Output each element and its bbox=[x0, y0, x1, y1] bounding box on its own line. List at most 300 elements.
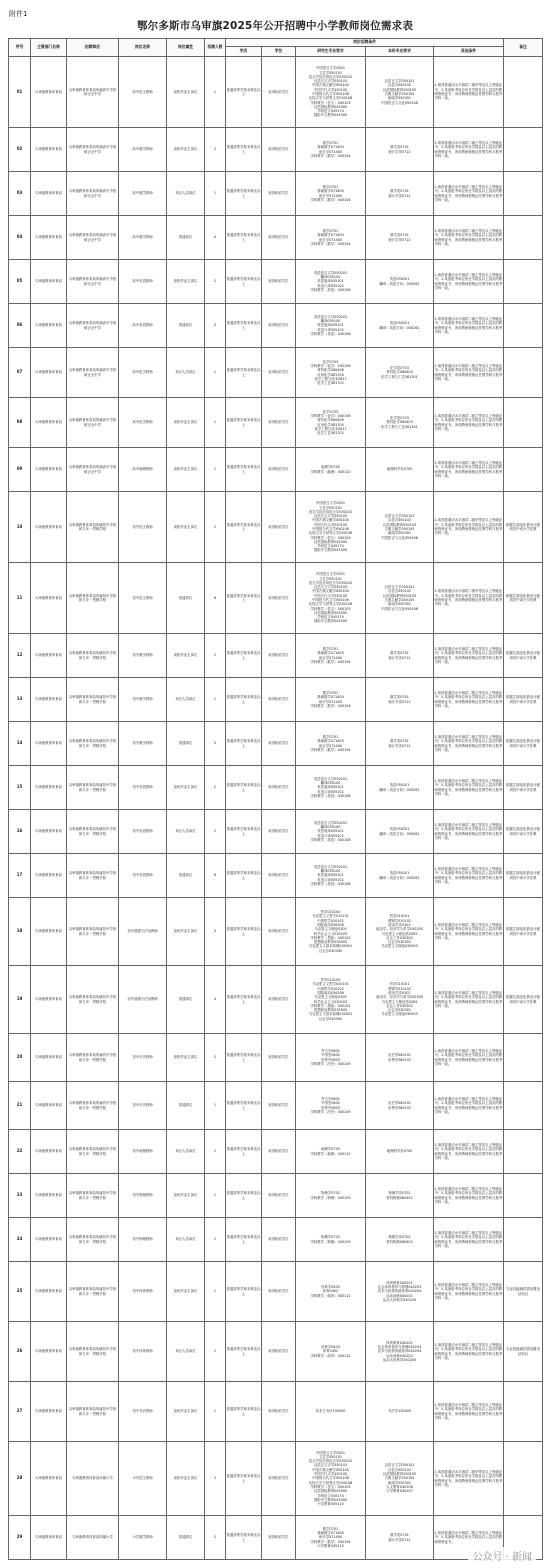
cell-attr: 高校毕业生岗位 bbox=[167, 898, 205, 966]
cell-post: 初中物理教师 bbox=[119, 1174, 167, 1218]
table-row bbox=[9, 1442, 543, 1516]
major-item: 思想政治教育030505 bbox=[313, 940, 348, 945]
cell-count: 1 bbox=[205, 1174, 226, 1218]
major-item: 考古学0601 bbox=[321, 1048, 340, 1053]
cell-education: 普通高等学校本科及以上 bbox=[226, 1034, 262, 1082]
major-item: 统计学类0712 bbox=[388, 1537, 411, 1542]
cell-count: 2 bbox=[205, 260, 226, 304]
header-undergrad-major: 本科专业要求 bbox=[366, 47, 434, 57]
cell-undergrad-major bbox=[366, 1130, 434, 1174]
table-row bbox=[9, 448, 543, 492]
major-item: 语言学及应用语言学050102 bbox=[308, 580, 353, 585]
cell-unit: 乌审旗教育体育局所属初中学校和九年一贯制学校 bbox=[67, 1322, 119, 1382]
table-row bbox=[9, 128, 543, 172]
cell-remark bbox=[504, 398, 543, 448]
cell-dept: 乌审旗教育体育局 bbox=[31, 810, 67, 854]
table-body bbox=[9, 57, 543, 1560]
major-item: 汉语言文学050101 bbox=[384, 79, 415, 84]
cell-grad-major bbox=[296, 722, 366, 766]
major-item: 翻译（英语方向）050261 bbox=[379, 281, 420, 286]
cell-remark bbox=[504, 1442, 543, 1516]
major-item: 统计学类0712 bbox=[388, 149, 411, 154]
cell-count: 2 bbox=[205, 810, 226, 854]
table-row bbox=[9, 1218, 543, 1262]
cell-degree: 取得相应学位 bbox=[262, 1262, 296, 1322]
cell-undergrad-major bbox=[366, 216, 434, 260]
cell-dept: 乌审旗教育体育局 bbox=[31, 1442, 67, 1516]
major-item: 材料物理080402 bbox=[386, 1195, 413, 1200]
cell-other-conditions: 1.取得普通话水平测试二级乙等及以上等级证书；2.具备报考岗位所在学段及以上层次的教师资格证书，所持教师资格证任教学科与报考学科一致。 bbox=[434, 448, 504, 492]
cell-other-conditions: 1.取得普通话水平测试二级乙等及以上等级证书；2.具备报考岗位所在学段及以上层次的教师资格证书。 bbox=[434, 1516, 504, 1560]
major-item: 文艺学050101 bbox=[318, 505, 343, 510]
major-item: 体育教育040201 bbox=[386, 1280, 413, 1285]
cell-no: 21 bbox=[9, 1082, 31, 1130]
cell-unit: 乌审旗教育体育局所属高中学校和完全中学 bbox=[67, 172, 119, 216]
cell-other-conditions: 1.取得普通话水平测试二级乙等及以上等级证书；2.具备报考岗位所在学段及以上层次的教师资格证书，所持教师资格证任教学科与报考学科一致。 bbox=[434, 260, 504, 304]
cell-dept: 乌审旗教育体育局 bbox=[31, 398, 67, 448]
header-post: 岗位名称 bbox=[119, 39, 167, 57]
cell-post: 初中语文教师 bbox=[119, 563, 167, 634]
major-item: 地理学0705 bbox=[321, 465, 340, 470]
cell-attr: 项目人员岗位 bbox=[167, 172, 205, 216]
cell-remark bbox=[504, 172, 543, 216]
major-item: 化学工程与技术0817 bbox=[314, 376, 347, 381]
cell-remark: 根据生源变化情况分配到初中或小学任教 bbox=[504, 898, 543, 966]
cell-remark: 专业技能测试需设置田径项目 bbox=[504, 1322, 543, 1382]
cell-other-conditions: 1.取得普通话水平测试二级乙等及以上等级证书；2.具备报考岗位所在学段及以上层次的教师资格证书，所持教师资格证任教学科与报考学科一致。 bbox=[434, 216, 504, 260]
cell-count: 1 bbox=[205, 678, 226, 722]
cell-unit: 乌审旗教育体育局所属初中学校和九年一贯制学校 bbox=[67, 492, 119, 563]
cell-grad-major bbox=[296, 1516, 366, 1560]
major-item: 统计学类0712 bbox=[388, 237, 411, 242]
major-item: 学科教学（数学）045104 bbox=[310, 153, 351, 158]
major-item: 人文教育040106 bbox=[386, 1484, 413, 1489]
cell-attr: 项目人员岗位 bbox=[167, 1218, 205, 1262]
major-item: 数学类0701 bbox=[390, 739, 409, 744]
table-row bbox=[9, 1130, 543, 1174]
major-item: 翻译055100 bbox=[320, 319, 341, 324]
cell-undergrad-major bbox=[366, 966, 434, 1034]
cell-no: 11 bbox=[9, 563, 31, 634]
major-item: 学科教学（语文）045103 bbox=[310, 100, 351, 105]
major-item: 体育0452 bbox=[322, 1349, 339, 1354]
cell-education: 普通高等学校本科及以上 bbox=[226, 722, 262, 766]
major-item: 中国语言与文化050108 bbox=[381, 606, 418, 611]
cell-remark bbox=[504, 448, 543, 492]
cell-undergrad-major bbox=[366, 854, 434, 898]
major-item: 中国语言与文化050108 bbox=[381, 100, 418, 105]
cell-undergrad-major bbox=[366, 810, 434, 854]
major-item: 马克思主义哲学010101 bbox=[312, 914, 349, 919]
major-item: 汉语言文字学050103 bbox=[313, 585, 348, 590]
major-item: 汉语国际教育045300 bbox=[313, 539, 348, 544]
major-item: 运动人体科学040205 bbox=[382, 1357, 417, 1362]
cell-count: 1 bbox=[205, 1382, 226, 1442]
cell-other-conditions: 1.取得普通话水平测试二级甲等及以上等级证书；2.具备报考岗位所在学段及以上层次的教师资格证书，所持教师资格证任教学科与报考学科一致。 bbox=[434, 57, 504, 128]
cell-grad-major bbox=[296, 678, 366, 722]
cell-undergrad-major bbox=[366, 1262, 434, 1322]
major-item: 英语笔译055101 bbox=[317, 873, 344, 878]
cell-grad-major bbox=[296, 766, 366, 810]
cell-other-conditions: 1.取得普通话水平测试二级甲等及以上等级证书；2.具备报考岗位所在学段及以上层次的教师资格证书，所持教师资格证任教学科与报考学科一致。 bbox=[434, 563, 504, 634]
major-item: 汉语言050102 bbox=[387, 518, 412, 523]
cell-degree: 取得相应学位 bbox=[262, 216, 296, 260]
major-item: 科学社会主义030203 bbox=[313, 999, 348, 1004]
cell-post: 初中书法教师 bbox=[119, 1382, 167, 1442]
cell-undergrad-major bbox=[366, 57, 434, 128]
major-item: 英语050201 bbox=[389, 321, 410, 326]
cell-count: 4 bbox=[205, 216, 226, 260]
major-item: 学科教学（数学）045104 bbox=[310, 1539, 351, 1544]
cell-count: 3 bbox=[205, 304, 226, 348]
cell-unit: 乌审旗教育体育局所属初中学校和九年一贯制学校 bbox=[67, 854, 119, 898]
cell-unit: 乌审旗教育体育局所属初中学校和九年一贯制学校 bbox=[67, 634, 119, 678]
major-item: 英语语言文学050201 bbox=[313, 314, 348, 319]
major-item: 比较文学与世界文学050108 bbox=[308, 531, 353, 536]
cell-other-conditions: 1.取得普通话水平测试二级乙等及以上等级证书；2.具备报考岗位所在学段及以上层次的教师资格证书，所持教师资格证任教学科与报考学科一致。 bbox=[434, 1130, 504, 1174]
major-item: 政治学、经济学与哲学030205 bbox=[376, 927, 423, 932]
cell-no: 17 bbox=[9, 854, 31, 898]
cell-degree: 取得相应学位 bbox=[262, 1382, 296, 1442]
major-item: 数学0701 bbox=[322, 228, 339, 233]
major-item: 数学类0701 bbox=[390, 1533, 409, 1538]
cell-grad-major bbox=[296, 260, 366, 304]
major-item: 运动人体科学040205 bbox=[382, 1297, 417, 1302]
table-row bbox=[9, 766, 543, 810]
major-item: 汉语国际教育045300 bbox=[313, 610, 348, 615]
major-item: 哲学010101 bbox=[389, 982, 410, 987]
cell-undergrad-major bbox=[366, 1516, 434, 1560]
major-item: 学科教学（语文）045103 bbox=[310, 535, 351, 540]
major-item: 政治学类0302 bbox=[388, 922, 411, 927]
major-item: 哲学010101 bbox=[389, 914, 410, 919]
major-item: 统计学071400 bbox=[318, 655, 343, 660]
major-item: 化学工程与工艺081301 bbox=[381, 374, 418, 379]
major-item: 汉语国际教育050103 bbox=[382, 593, 417, 598]
cell-unit: 乌审旗教育体育局所属初中学校和九年一贯制学校 bbox=[67, 678, 119, 722]
cell-unit: 乌审旗教育体育局所属初中学校和九年一贯制学校 bbox=[67, 1130, 119, 1174]
cell-other-conditions: 1.取得普通话水平测试二级乙等及以上等级证书；2.具备报考岗位所在学段及以上层次的教师资格证书，所持教师资格证任教学科与报考学科一致。 bbox=[434, 634, 504, 678]
header-degree: 学位 bbox=[262, 47, 296, 57]
major-item: 社会体育指导与管理040203 bbox=[377, 1285, 422, 1290]
cell-dept: 乌审旗教育体育局 bbox=[31, 1130, 67, 1174]
major-item: 学科教学（英语）045108 bbox=[310, 837, 351, 842]
cell-attr: 普通岗位 bbox=[167, 1516, 205, 1560]
major-item: 学科教学（语文）045103 bbox=[310, 606, 351, 611]
major-item: 逻辑学010102 bbox=[387, 918, 412, 923]
major-item: 中国现当代文学050106 bbox=[312, 92, 349, 96]
cell-dept: 乌审旗教育体育局 bbox=[31, 57, 67, 128]
major-item: 古典文献学050105 bbox=[384, 92, 415, 96]
major-item: 学科教学（历史）045109 bbox=[310, 1109, 351, 1114]
table-row bbox=[9, 1516, 543, 1560]
major-item: 学科教学（数学）045104 bbox=[310, 197, 351, 202]
table-row bbox=[9, 678, 543, 722]
job-requirements-table bbox=[8, 38, 543, 1560]
major-item: 基础数学071400 bbox=[317, 739, 344, 744]
cell-education: 普通高等学校本科及以上 bbox=[226, 398, 262, 448]
major-item: 材料化学080406 bbox=[317, 418, 344, 423]
cell-unit: 乌审旗教育体育局所属高中学校和完全中学 bbox=[67, 57, 119, 128]
cell-count: 1 bbox=[205, 1082, 226, 1130]
cell-no: 28 bbox=[9, 1442, 31, 1516]
cell-degree: 取得相应学位 bbox=[262, 966, 296, 1034]
major-item: 统计学类0712 bbox=[388, 655, 411, 660]
cell-other-conditions: 1.取得普通话水平测试二级甲等及以上等级证书；2.具备报考岗位所在学段及以上层次的教师资格证书，所持教师资格证任教学科与报考学科一致。 bbox=[434, 1442, 504, 1516]
cell-attr: 普通岗位 bbox=[167, 563, 205, 634]
major-item: 中国古典文献学050104 bbox=[312, 518, 349, 523]
cell-undergrad-major bbox=[366, 678, 434, 722]
cell-grad-major bbox=[296, 1382, 366, 1442]
cell-unit: 乌审旗教育体育局所属高中学校和完全中学 bbox=[67, 128, 119, 172]
cell-dept: 乌审旗教育体育局 bbox=[31, 1516, 67, 1560]
cell-remark bbox=[504, 1174, 543, 1218]
major-item: 文艺学050101 bbox=[318, 1454, 343, 1459]
cell-remark bbox=[504, 1082, 543, 1130]
cell-education: 普通高等学校本科及以上 bbox=[226, 216, 262, 260]
major-item: 汉语言文学050101 bbox=[384, 514, 415, 519]
major-item: 学科语文045174 bbox=[317, 615, 344, 620]
cell-undergrad-major bbox=[366, 1322, 434, 1382]
major-item: 比较文学与世界文学050108 bbox=[308, 1480, 353, 1485]
cell-education: 普通高等学校本科及以上 bbox=[226, 1082, 262, 1130]
cell-dept: 乌审旗教育体育局 bbox=[31, 1082, 67, 1130]
cell-count: 2 bbox=[205, 766, 226, 810]
cell-undergrad-major bbox=[366, 1218, 434, 1262]
major-item: 汉语言文字学050103 bbox=[313, 79, 348, 84]
cell-no: 24 bbox=[9, 1218, 31, 1262]
major-item: 英语050201 bbox=[389, 827, 410, 832]
cell-unit: 乌审旗教育体育局所属高中学校和完全中学 bbox=[67, 348, 119, 398]
major-item: 数学类0701 bbox=[390, 695, 409, 700]
cell-count: 2 bbox=[205, 634, 226, 678]
major-item: 历史学060101 bbox=[387, 1101, 412, 1106]
table-row bbox=[9, 492, 543, 563]
cell-other-conditions: 1.取得普通话水平测试二级乙等及以上等级证书；2.具备报考岗位所在学段及以上层次的教师资格证书，所持教师资格证任教学科与报考学科一致。 bbox=[434, 1174, 504, 1218]
cell-other-conditions: 1.取得普通话水平测试二级乙等及以上等级证书；2.具备报考岗位所在学段及以上层次的教师资格证书，所持教师资格证任教学科与报考学科一致。 bbox=[434, 1034, 504, 1082]
cell-count: 2 bbox=[205, 128, 226, 172]
table-row bbox=[9, 563, 543, 634]
table-row bbox=[9, 304, 543, 348]
major-item: 中国语言文学0501 bbox=[316, 66, 345, 71]
cell-unit: 乌审旗教育体育局所属小学 bbox=[67, 1516, 119, 1560]
major-item: 统计学类0712 bbox=[388, 699, 411, 704]
cell-attr: 高校毕业生岗位 bbox=[167, 1034, 205, 1082]
cell-unit: 乌审旗教育体育局所属高中学校和完全中学 bbox=[67, 398, 119, 448]
major-item: 武术与民族传统体育040204 bbox=[377, 1349, 422, 1354]
cell-dept: 乌审旗教育体育局 bbox=[31, 966, 67, 1034]
cell-post: 高中数学教师 bbox=[119, 172, 167, 216]
major-item: 英语语言文学050201 bbox=[313, 820, 348, 825]
cell-unit: 乌审旗教育体育局所属初中学校和九年一贯制学校 bbox=[67, 1082, 119, 1130]
cell-other-conditions: 1.取得普通话水平测试二级乙等及以上等级证书；2.具备报考岗位所在学段及以上层次的教师资格证书，所持教师资格证任教学科与报考学科一致。 bbox=[434, 766, 504, 810]
cell-unit: 乌审旗教育体育局所属初中学校和九年一贯制学校 bbox=[67, 810, 119, 854]
cell-count: 6 bbox=[205, 854, 226, 898]
cell-degree: 取得相应学位 bbox=[262, 898, 296, 966]
major-item: 政治学类0302 bbox=[388, 990, 411, 995]
cell-no: 25 bbox=[9, 1262, 31, 1322]
major-item: 翻译（英语方向）050261 bbox=[379, 787, 420, 792]
cell-education: 普通高等学校本科及以上 bbox=[226, 448, 262, 492]
cell-undergrad-major bbox=[366, 1034, 434, 1082]
major-item: 新闻学050301 bbox=[387, 531, 412, 536]
cell-dept: 乌审旗教育体育局 bbox=[31, 304, 67, 348]
major-item: 翻译055100 bbox=[320, 825, 341, 830]
cell-post: 初中英语教师 bbox=[119, 854, 167, 898]
cell-no: 26 bbox=[9, 1322, 31, 1382]
major-item: 学科教学（语文）045103 bbox=[310, 1484, 351, 1489]
major-item: 统计学类0712 bbox=[388, 193, 411, 198]
major-item: 马克思主义基本原理030501 bbox=[308, 944, 353, 949]
cell-attr: 高校毕业生岗位 bbox=[167, 260, 205, 304]
cell-degree: 取得相应学位 bbox=[262, 1034, 296, 1082]
major-item: 哲学010100 bbox=[320, 978, 341, 983]
cell-grad-major bbox=[296, 57, 366, 128]
cell-no: 27 bbox=[9, 1382, 31, 1442]
cell-count: 1 bbox=[205, 57, 226, 128]
cell-unit: 乌审旗教育体育局所属初中学校和九年一贯制学校 bbox=[67, 1382, 119, 1442]
cell-education: 普通高等学校本科及以上 bbox=[226, 766, 262, 810]
major-item: 物理学0702 bbox=[321, 1191, 340, 1196]
major-item: 汉语国际教育050103 bbox=[382, 522, 417, 527]
cell-degree: 取得相应学位 bbox=[262, 448, 296, 492]
cell-grad-major bbox=[296, 1130, 366, 1174]
cell-dept: 乌审旗教育体育局 bbox=[31, 1322, 67, 1382]
major-item: 英语笔译055101 bbox=[317, 829, 344, 834]
major-item: 中国古典文献学050104 bbox=[312, 1467, 349, 1472]
major-item: 数学0701 bbox=[322, 690, 339, 695]
cell-grad-major bbox=[296, 563, 366, 634]
cell-undergrad-major bbox=[366, 448, 434, 492]
cell-other-conditions: 1.取得普通话水平测试二级乙等及以上等级证书；2.具备报考岗位所在学段及以上层次的教师资格证书，所持教师资格证任教学科与报考学科一致。 bbox=[434, 678, 504, 722]
cell-unit: 乌审旗教育体育局所属高中学校和完全中学 bbox=[67, 448, 119, 492]
major-item: 文艺学050101 bbox=[318, 576, 343, 581]
cell-other-conditions: 1.取得普通话水平测试二级甲等及以上等级证书；2.具备报考岗位所在学段及以上层次的教师资格证书，所持教师资格证任教学科与报考学科一致。 bbox=[434, 492, 504, 563]
cell-no: 18 bbox=[9, 898, 31, 966]
cell-post: 初中英语教师 bbox=[119, 766, 167, 810]
cell-no: 10 bbox=[9, 492, 31, 563]
major-item: 翻译（英语方向）050261 bbox=[379, 831, 420, 836]
major-item: 英语口译055102 bbox=[317, 877, 344, 882]
cell-other-conditions: 1.取得普通话水平测试二级乙等及以上等级证书；2.具备报考岗位所在学段及以上层次的教师资格证书，所持教师资格证任教学科与报考学科一致。 bbox=[434, 304, 504, 348]
cell-dept: 乌审旗教育体育局 bbox=[31, 348, 67, 398]
major-item: 材料物理080402 bbox=[386, 1239, 413, 1244]
major-item: 学科教学（英语）045108 bbox=[310, 881, 351, 886]
major-item: 社会学030301 bbox=[387, 940, 412, 945]
major-item: 中国语言文学0501 bbox=[316, 501, 345, 506]
cell-attr: 高校毕业生岗位 bbox=[167, 766, 205, 810]
major-item: 马克思主义理论030503 bbox=[381, 944, 418, 949]
cell-count: 1 bbox=[205, 1322, 226, 1382]
major-item: 汉语言文字学050103 bbox=[313, 514, 348, 519]
major-item: 思想政治教育030505 bbox=[313, 1008, 348, 1013]
table-row bbox=[9, 1322, 543, 1382]
major-item: 基础数学071400 bbox=[317, 189, 344, 194]
cell-education: 普通高等学校本科及以上 bbox=[226, 854, 262, 898]
cell-other-conditions: 1.取得普通话水平测试二级乙等及以上等级证书；2.具备报考岗位所在学段及以上层次的教师资格证书，所持教师资格证任教学科与报考学科一致。 bbox=[434, 854, 504, 898]
cell-unit: 乌审旗教育体育局所属小学 bbox=[67, 1442, 119, 1516]
major-item: 英语笔译055101 bbox=[317, 785, 344, 790]
major-item: 物理学类0702 bbox=[388, 1191, 411, 1196]
cell-attr: 高校毕业生岗位 bbox=[167, 1442, 205, 1516]
major-item: 中国古典文献学050104 bbox=[312, 589, 349, 594]
major-item: 考古学0601 bbox=[321, 1096, 340, 1101]
major-item: 社会体育指导与管理040203 bbox=[377, 1345, 422, 1350]
major-item: 汉语国际教育045300 bbox=[313, 104, 348, 109]
cell-education: 普通高等学校本科及以上 bbox=[226, 678, 262, 722]
table-row bbox=[9, 810, 543, 854]
major-item: 武术与民族传统体育040204 bbox=[377, 1289, 422, 1294]
cell-count: 1 bbox=[205, 348, 226, 398]
major-item: 中国现当代文学050106 bbox=[312, 598, 349, 602]
cell-degree: 取得相应学位 bbox=[262, 172, 296, 216]
major-item: 中国古代文学050105 bbox=[313, 87, 348, 92]
cell-education: 普通高等学校本科及以上 bbox=[226, 1218, 262, 1262]
cell-other-conditions: 1.取得普通话水平测试二级乙等及以上等级证书；2.具备报考岗位所在学段及以上层次的教师资格证书，所持教师资格证任教学科与报考学科一致。 bbox=[434, 398, 504, 448]
cell-unit: 乌审旗教育体育局所属初中学校和九年一贯制学校 bbox=[67, 1218, 119, 1262]
cell-attr: 高校毕业生岗位 bbox=[167, 1382, 205, 1442]
table-row bbox=[9, 898, 543, 966]
cell-post: 初中体育教师 bbox=[119, 1262, 167, 1322]
cell-degree: 取得相应学位 bbox=[262, 492, 296, 563]
header-grad-major: 研究生专业要求 bbox=[296, 47, 366, 57]
cell-degree: 取得相应学位 bbox=[262, 722, 296, 766]
major-item: 基础数学071400 bbox=[317, 233, 344, 238]
cell-undergrad-major bbox=[366, 304, 434, 348]
cell-attr: 普通岗位 bbox=[167, 1082, 205, 1130]
cell-undergrad-major bbox=[366, 260, 434, 304]
cell-remark: 根据生源变化情况分配到初中或小学任教 bbox=[504, 492, 543, 563]
cell-education: 普通高等学校本科及以上 bbox=[226, 304, 262, 348]
major-item: 化学0703 bbox=[322, 409, 339, 414]
major-item: 中国语言文学0501 bbox=[316, 1450, 345, 1455]
cell-remark bbox=[504, 1034, 543, 1082]
major-item: 翻译（英语方向）050261 bbox=[379, 875, 420, 880]
cell-degree: 取得相应学位 bbox=[262, 1130, 296, 1174]
major-item: 数学0701 bbox=[322, 734, 339, 739]
major-item: 中国现当代文学050106 bbox=[312, 1476, 349, 1481]
major-item: 社会学030301 bbox=[387, 1008, 412, 1013]
cell-degree: 取得相应学位 bbox=[262, 398, 296, 448]
major-item: 语言学及应用语言学050102 bbox=[308, 509, 353, 514]
major-item: 化学工艺081702 bbox=[317, 431, 344, 436]
cell-no: 12 bbox=[9, 634, 31, 678]
cell-other-conditions: 1.取得普通话水平测试二级乙等及以上等级证书；2.具备报考岗位所在学段及以上层次的教师资格证书，所持教师资格证任教学科与报考学科一致。 bbox=[434, 722, 504, 766]
cell-dept: 乌审旗教育体育局 bbox=[31, 722, 67, 766]
cell-remark: 根据生源变化情况分配到初中或小学任教 bbox=[504, 766, 543, 810]
major-item: 英语050201 bbox=[389, 783, 410, 788]
major-item: 翻译055100 bbox=[320, 275, 341, 280]
cell-dept: 乌审旗教育体育局 bbox=[31, 563, 67, 634]
cell-dept: 乌审旗教育体育局 bbox=[31, 1174, 67, 1218]
major-item: 汉语言050102 bbox=[387, 1467, 412, 1472]
major-item: 统计学071400 bbox=[318, 743, 343, 748]
cell-degree: 取得相应学位 bbox=[262, 1082, 296, 1130]
major-item: 比较文学与世界文学050108 bbox=[308, 96, 353, 101]
major-item: 马克思主义理论030503 bbox=[381, 1012, 418, 1017]
cell-post: 初中体育教师 bbox=[119, 1322, 167, 1382]
cell-grad-major bbox=[296, 1034, 366, 1082]
header-dept: 主管部门名称 bbox=[31, 39, 67, 57]
cell-undergrad-major bbox=[366, 766, 434, 810]
major-item: 汉语国际教育050103 bbox=[382, 1472, 417, 1477]
cell-unit: 乌审旗教育体育局所属初中学校和九年一贯制学校 bbox=[67, 722, 119, 766]
cell-no: 08 bbox=[9, 398, 31, 448]
cell-post: 初中数学教师 bbox=[119, 722, 167, 766]
cell-other-conditions: 1.取得普通话水平测试二级乙等及以上等级证书；2.具备报考岗位所在学段及以上层次的教师资格证书，所持教师资格证任教学科与报考学科一致。 bbox=[434, 1218, 504, 1262]
cell-degree: 取得相应学位 bbox=[262, 854, 296, 898]
major-item: 化学工程与技术0817 bbox=[314, 426, 347, 431]
